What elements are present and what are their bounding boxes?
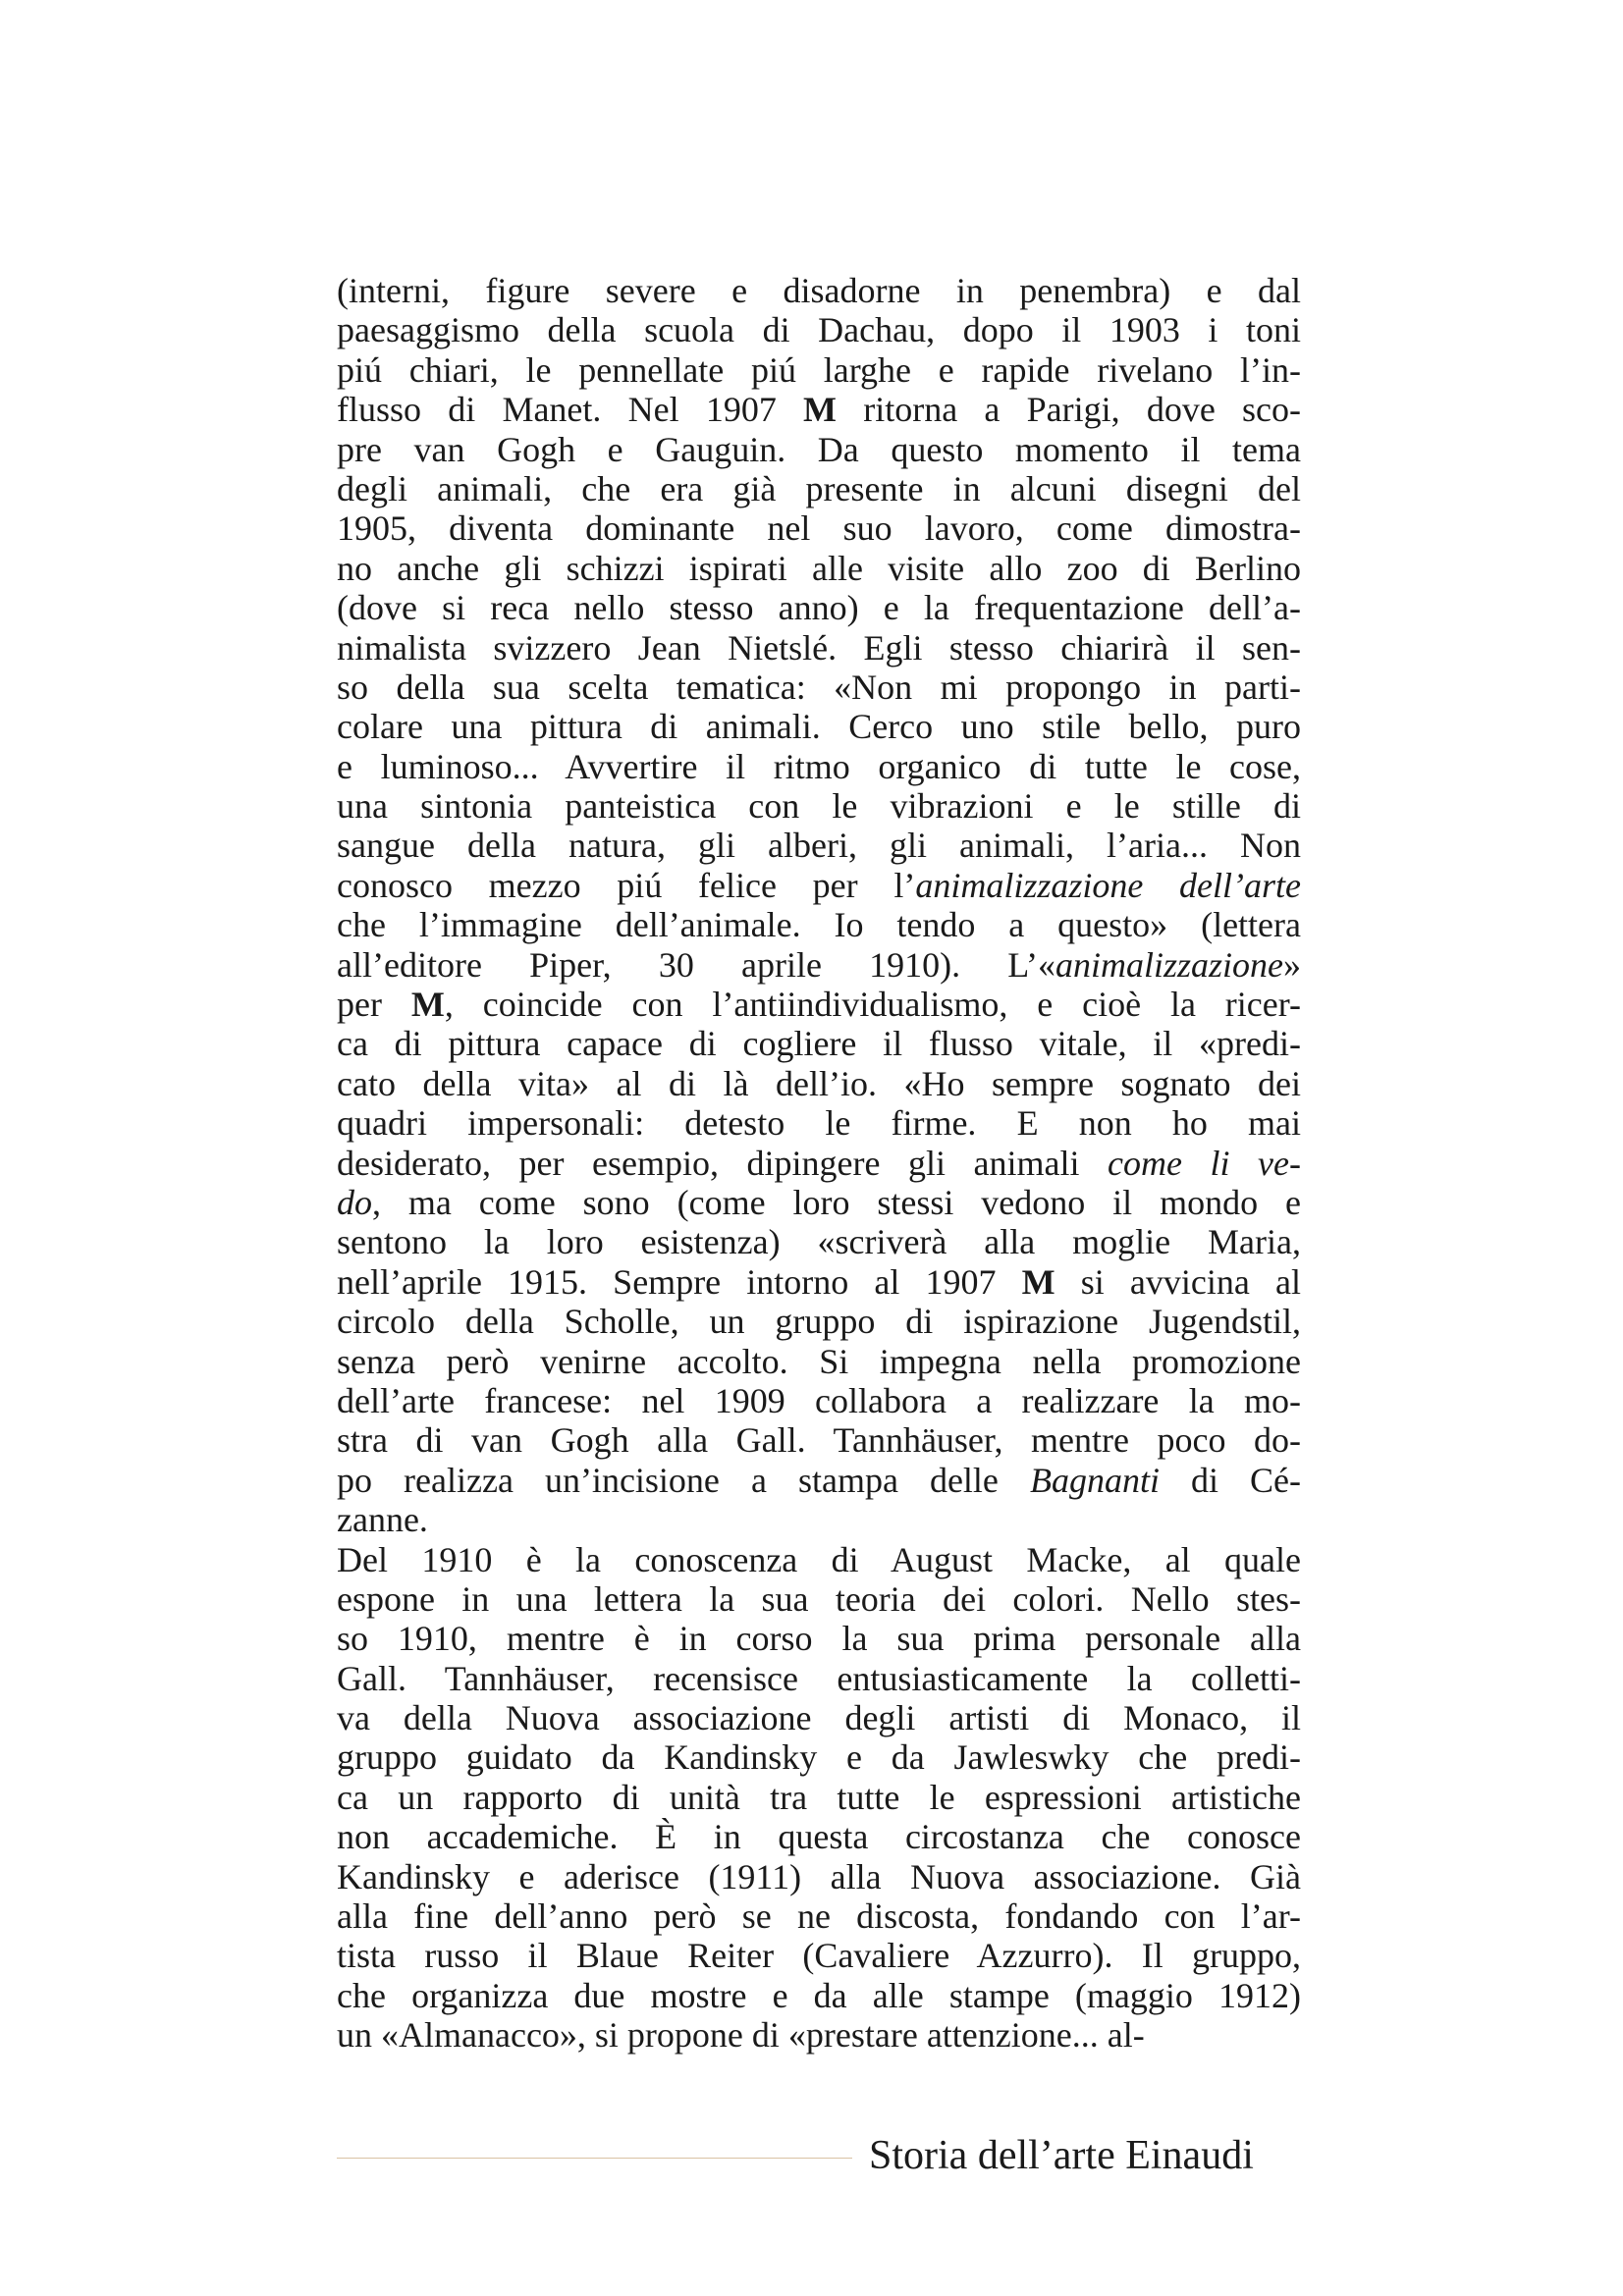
text-line: Kandinsky e aderisce (1911) alla Nuova associazione. Già xyxy=(337,1856,1301,1896)
text-line: un «Almanacco», si propone di «prestare attenzione... al- xyxy=(337,2015,1145,2056)
text-line: va della Nuova associazione degli artisti di Monaco, il xyxy=(337,1698,1301,1738)
text-line: quadri impersonali: detesto le firme. E non ho mai xyxy=(337,1103,1301,1144)
text-line: Del 1910 è la conoscenza di August Macke, al quale xyxy=(337,1539,1301,1579)
text-line: colare una pittura di animali. Cerco uno stile bello, puro xyxy=(337,707,1301,747)
text-line: so della sua scelta tematica: «Non mi propongo in parti- xyxy=(337,667,1301,707)
text-line: dell’arte francese: nel 1909 collabora a realizzare la mo- xyxy=(337,1380,1301,1420)
text-line: e luminoso... Avvertire il ritmo organico di tutte le cose, xyxy=(337,746,1301,786)
text-line: so 1910, mentre è in corso la sua prima personale alla xyxy=(337,1619,1301,1659)
text-line: Gall. Tannhäuser, recensisce entusiasticamente la colletti- xyxy=(337,1658,1301,1698)
text-line: nimalista svizzero Jean Nietslé. Egli stesso chiarirà il sen- xyxy=(337,627,1301,667)
text-line: all’editore Piper, 30 aprile 1910). L’«animalizzazione» xyxy=(337,944,1301,985)
text-line: stra di van Gogh alla Gall. Tannhäuser, mentre poco do- xyxy=(337,1420,1301,1461)
text-line: espone in una lettera la sua teoria dei colori. Nello stes- xyxy=(337,1578,1301,1619)
text-line: tista russo il Blaue Reiter (Cavaliere Azzurro). Il gruppo, xyxy=(337,1936,1301,1976)
body-text xyxy=(337,271,1301,2056)
text-line: che organizza due mostre e da alle stampe (maggio 1912) xyxy=(337,1975,1301,2015)
footer-rule xyxy=(337,2158,852,2159)
text-line: circolo della Scholle, un gruppo di ispirazione Jugendstil, xyxy=(337,1302,1301,1342)
text-line: 1905, diventa dominante nel suo lavoro, come dimostra- xyxy=(337,508,1301,549)
text-line: pre van Gogh e Gauguin. Da questo momento il tema xyxy=(337,429,1301,469)
text-line: per M, coincide con l’antiindividualismo, e cioè la ricer- xyxy=(337,985,1302,1025)
text-line: desiderato, per esempio, dipingere gli animali come li ve- xyxy=(337,1143,1301,1183)
text-line: (interni, figure severe e disadorne in penembra) e dal xyxy=(337,271,1301,310)
text-line: (dove si reca nello stesso anno) e la frequentazione dell’a- xyxy=(337,588,1301,628)
text-line: degli animali, che era già presente in alcuni disegni del xyxy=(337,468,1301,508)
text-line: una sintonia panteistica con le vibrazioni e le stille di xyxy=(337,786,1301,827)
text-line: piú chiari, le pennellate piú larghe e rapide rivelano l’in- xyxy=(337,349,1301,390)
text-line: gruppo guidato da Kandinsky e da Jawleswky che predi- xyxy=(337,1737,1301,1778)
text-line: paesaggismo della scuola di Dachau, dopo il 1903 i toni xyxy=(337,310,1301,350)
text-line: ca di pittura capace di cogliere il flusso vitale, il «predi- xyxy=(337,1024,1301,1064)
text-line: che l’immagine dell’animale. Io tendo a questo» (lettera xyxy=(337,905,1301,945)
text-line: alla fine dell’anno però se ne discosta, fondando con l’ar- xyxy=(337,1896,1301,1937)
footer-title: Storia dell’arte Einaudi xyxy=(869,2133,1254,2178)
text-line: no anche gli schizzi ispirati alle visite allo zoo di Berlino xyxy=(337,548,1301,588)
text-line: flusso di Manet. Nel 1907 M ritorna a Parigi, dove sco- xyxy=(337,390,1301,430)
text-line: conosco mezzo piú felice per l’animalizzazione dell’arte xyxy=(337,865,1301,905)
text-line: sangue della natura, gli alberi, gli animali, l’aria... Non xyxy=(337,826,1301,866)
text-line: po realizza un’incisione a stampa delle Bagnanti di Cé- xyxy=(337,1460,1301,1500)
text-line: non accademiche. È in questa circostanza che conosce xyxy=(337,1817,1301,1857)
text-line: sentono la loro esistenza) «scriverà alla moglie Maria, xyxy=(337,1222,1301,1262)
text-line: senza però venirne accolto. Si impegna nella promozione xyxy=(337,1341,1301,1381)
text-line: cato della vita» al di là dell’io. «Ho sempre sognato dei xyxy=(337,1063,1301,1103)
text-line: nell’aprile 1915. Sempre intorno al 1907 M si avvicina al xyxy=(337,1261,1301,1302)
text-line: ca un rapporto di unità tra tutte le espressioni artistiche xyxy=(337,1777,1301,1817)
text-line: do, ma come sono (come loro stessi vedono il mondo e xyxy=(337,1182,1301,1222)
text-line: zanne. xyxy=(337,1500,428,1540)
